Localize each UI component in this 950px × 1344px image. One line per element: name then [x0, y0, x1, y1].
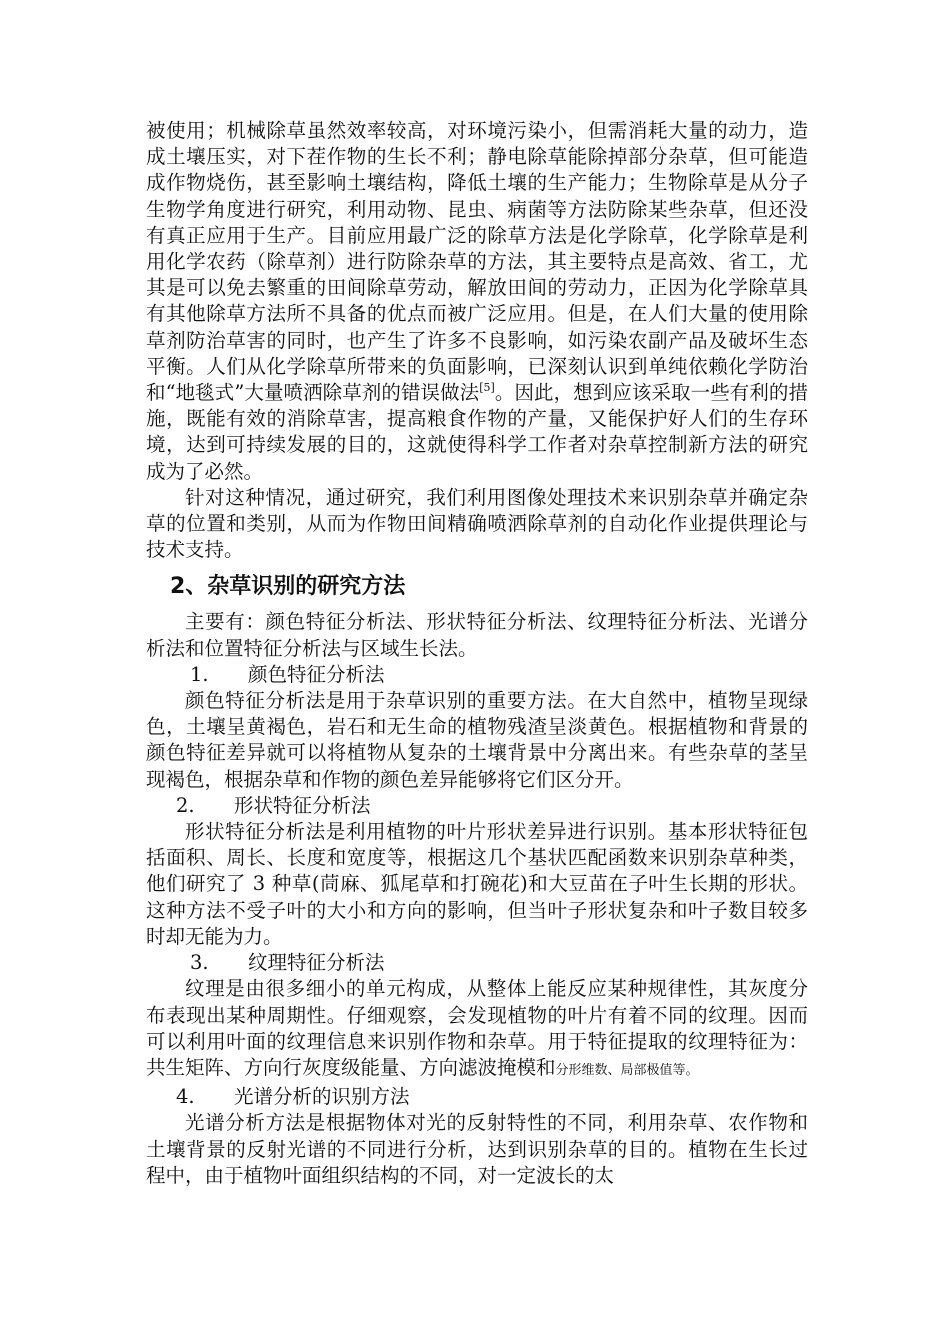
paragraph-weeding-methods: [146, 118, 808, 485]
paragraph-research-purpose: 针对这种情况，通过研究，我们利用图像处理技术来识别杂草并确定杂草的位置和类别，从而为作物田间精确喷洒除草剂的自动化作业提供理论与技术支持。: [146, 485, 808, 562]
paragraph-text-cont: 。因此，想到应该采取一些有利的措施，既能有效的消除草害，提高粮食作物的产量，又能保护好人们的生存环境，达到可持续发展的目的，这就使得科学工作者对杂草控制新方法的研究成为了必然。: [146, 381, 808, 483]
paragraph-color-method: 颜色特征分析法是用于杂草识别的重要方法。在大自然中，植物呈现绿色，土壤呈黄褐色，岩石和无生命的植物残渣呈淡黄色。根据植物和背景的颜色特征差异就可以将植物从复杂的土壤背景中分离出来。有些杂草的茎呈现褐色，根据杂草和作物的颜色差异能够将它们区分开。: [146, 689, 808, 791]
paragraph-texture-method: [146, 976, 808, 1084]
list-item-title: 纹理特征分析法: [248, 951, 385, 975]
list-item-title: 颜色特征分析法: [248, 662, 385, 686]
list-item-title: 光谱分析的识别方法: [234, 1085, 410, 1109]
paragraph-small-text: 分形维数、局部极值等。: [555, 1062, 699, 1078]
list-item-color: [190, 662, 808, 688]
paragraph-intro: 主要有：颜色特征分析法、形状特征分析法、纹理特征分析法、光谱分析法和位置特征分析法与区域生长法。: [146, 610, 808, 660]
document-page: [146, 118, 808, 1189]
list-item-texture: [190, 950, 808, 976]
paragraph-text: 纹理是由很多细小的单元构成，从整体上能反应某种规律性，其灰度分布表现出某种周期性。仔细观察，会发现植物的叶片有着不同的纹理。因而可以利用叶面的纹理信息来识别作物和杂草。用于特征提取的纹理特征为：共生矩阵、方向行灰度级能量、方向滤波掩模和: [146, 977, 808, 1079]
citation-ref: [5]: [479, 381, 495, 395]
list-item-number: 2.: [176, 793, 195, 817]
list-item-number: 4.: [176, 1085, 195, 1109]
paragraph-shape-method: 形状特征分析法是利用植物的叶片形状差异进行识别。基本形状特征包括面积、周长、长度和宽度等，根据这几个基状匹配函数来识别杂草种类，他们研究了 3 种草(茼麻、狐尾草和打碗花)和大豆苗在子叶生长期的形状。这种方法不受子叶的大小和方向的影响，但当叶子形状复杂和叶子数目较多时却无能为力。: [146, 820, 808, 948]
list-item-number: 3.: [190, 951, 209, 975]
paragraph-spectral-method: 光谱分析方法是根据物体对光的反射特性的不同，利用杂草、农作物和土壤背景的反射光谱的不同进行分析，达到识别杂草的目的。植物在生长过程中，由于植物叶面组织结构的不同，对一定波长的太: [146, 1111, 808, 1187]
section-heading: 2、杂草识别的研究方法: [170, 574, 406, 600]
list-item-shape: [176, 793, 808, 819]
list-item-spectral: [176, 1084, 808, 1110]
paragraph-text: 被使用；机械除草虽然效率较高，对环境污染小，但需消耗大量的动力，造成土壤压实，对下茬作物的生长不利；静电除草能除掉部分杂草，但可能造成作物烧伤，甚至影响土壤结构，降低土壤的生产能力；生物除草是从分子生物学角度进行研究，利用动物、昆虫、病菌等方法防除某些杂草，但还没有真正应用于生产。目前应用最广泛的除草方法是化学除草，化学除草是利用化学农药（除草剂）进行防除杂草的方法，其主要特点是高效、省工，尤其是可以免去繁重的田间除草劳动，解放田间的劳动力，正因为化学除草具有其他除草方法所不具备的优点而被广泛应用。但是，在人们大量的使用除草剂防治草害的同时，也产生了许多不良影响，如污染农副产品及破坏生态平衡。人们从化学除草所带来的负面影响，已深刻认识到单纯依赖化学防治和“地毯式”大量喷洒除草剂的错误做法: [146, 119, 808, 405]
list-item-title: 形状特征分析法: [234, 793, 371, 817]
list-item-number: 1.: [190, 662, 209, 686]
